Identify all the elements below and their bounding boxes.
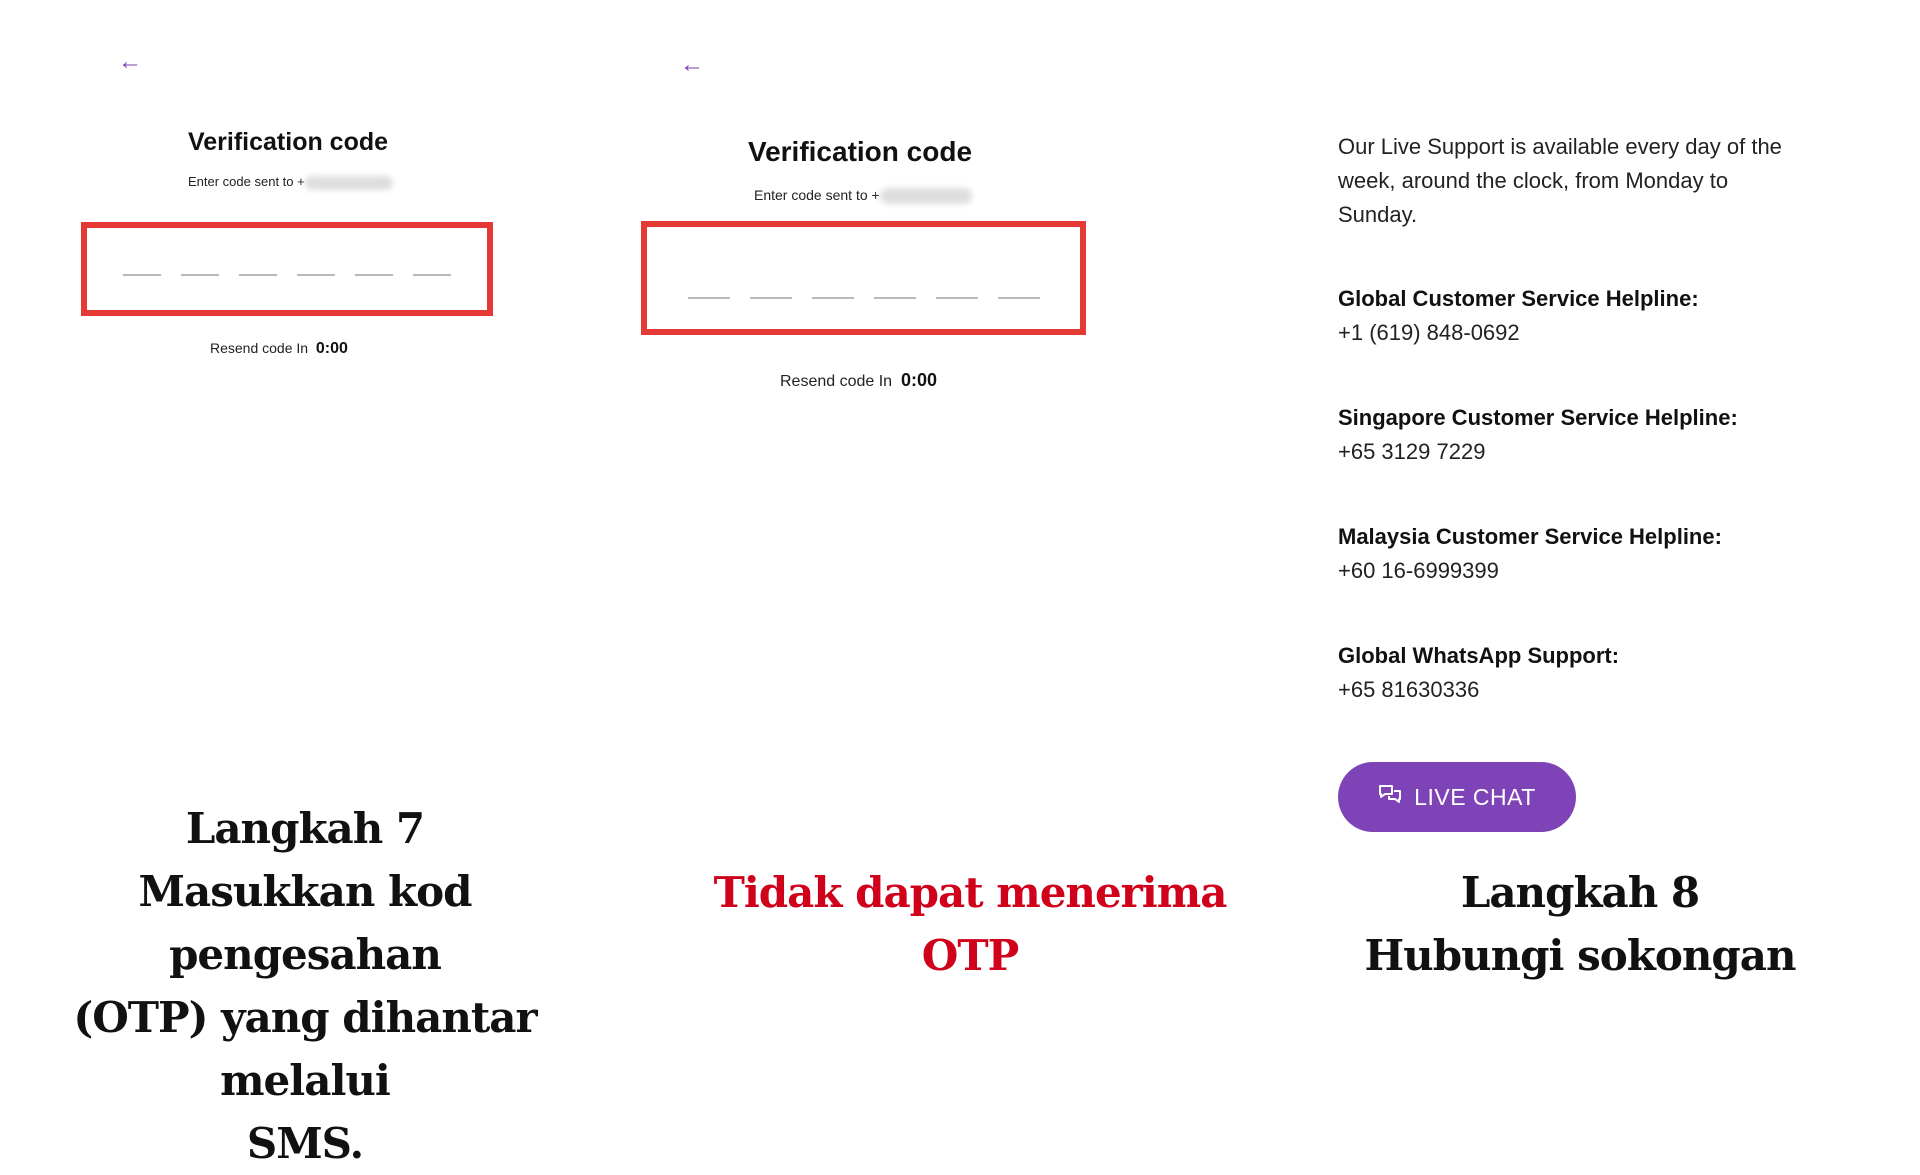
otp-digit-2[interactable] <box>750 297 792 299</box>
otp-digit-5[interactable] <box>936 297 978 299</box>
resend-timer: 0:00 <box>315 340 348 357</box>
no-otp-caption <box>680 861 1260 987</box>
redacted-phone-number <box>880 188 972 204</box>
subtitle-text: Enter code sent to + <box>188 174 305 189</box>
contact-number[interactable]: +65 81630336 <box>1338 677 1480 702</box>
page-title: Verification code <box>747 136 973 167</box>
subtitle-text: Enter code sent to + <box>754 187 880 203</box>
caption-line: (OTP) yang dihantar melalui <box>73 993 537 1105</box>
phone-subtitle <box>754 187 972 204</box>
live-chat-label: LIVE CHAT <box>1414 783 1536 810</box>
caption-line: Tidak dapat menerima <box>713 868 1227 917</box>
resend-code[interactable] <box>210 340 348 358</box>
contact-number[interactable]: +60 16-6999399 <box>1338 558 1499 583</box>
back-arrow-icon[interactable]: ← <box>118 48 142 75</box>
back-arrow-icon[interactable]: ← <box>680 51 704 78</box>
otp-digit-3[interactable] <box>239 274 277 276</box>
caption-line: Masukkan kod pengesahan <box>138 867 472 979</box>
step8-caption <box>1300 861 1860 987</box>
contact-number[interactable]: +1 (619) 848-0692 <box>1338 320 1520 345</box>
otp-digit-1[interactable] <box>688 297 730 299</box>
contact-item <box>1338 282 1808 350</box>
resend-code[interactable] <box>780 370 937 391</box>
phone-subtitle <box>188 174 393 190</box>
caption-line: Langkah 7 <box>185 804 425 853</box>
redacted-phone-number <box>305 176 393 190</box>
otp-digit-6[interactable] <box>998 297 1040 299</box>
page-title: Verification code <box>187 128 389 156</box>
caption-line: SMS. <box>246 1119 364 1168</box>
contact-item <box>1338 401 1808 469</box>
caption-line: Langkah 8 <box>1460 868 1700 917</box>
otp-digit-2[interactable] <box>181 274 219 276</box>
resend-label: Resend code In <box>210 340 309 356</box>
contact-number[interactable]: +65 3129 7229 <box>1338 439 1486 464</box>
otp-digit-6[interactable] <box>413 274 451 276</box>
otp-digit-4[interactable] <box>297 274 335 276</box>
contact-label: Global WhatsApp Support: <box>1338 643 1620 668</box>
caption-line: Hubungi sokongan <box>1364 931 1796 980</box>
chat-bubbles-icon <box>1378 783 1402 811</box>
support-intro: Our Live Support is available every day of the week, around the clock, from Monday to Sunday. <box>1338 134 1782 227</box>
otp-input-group <box>81 222 493 316</box>
contact-label: Malaysia Customer Service Helpline: <box>1338 524 1722 549</box>
otp-digit-1[interactable] <box>123 274 161 276</box>
contact-label: Global Customer Service Helpline: <box>1338 286 1699 311</box>
contact-label: Singapore Customer Service Helpline: <box>1338 405 1738 430</box>
contact-item <box>1338 520 1808 588</box>
live-chat-button[interactable] <box>1338 762 1576 832</box>
otp-input-group <box>641 221 1086 335</box>
step7-caption <box>0 797 610 1175</box>
contact-item <box>1338 639 1808 707</box>
otp-digit-4[interactable] <box>874 297 916 299</box>
support-panel <box>1338 130 1808 707</box>
otp-digit-3[interactable] <box>812 297 854 299</box>
caption-line: OTP <box>921 931 1019 980</box>
otp-digit-5[interactable] <box>355 274 393 276</box>
resend-timer: 0:00 <box>900 370 937 390</box>
resend-label: Resend code In <box>780 373 893 390</box>
